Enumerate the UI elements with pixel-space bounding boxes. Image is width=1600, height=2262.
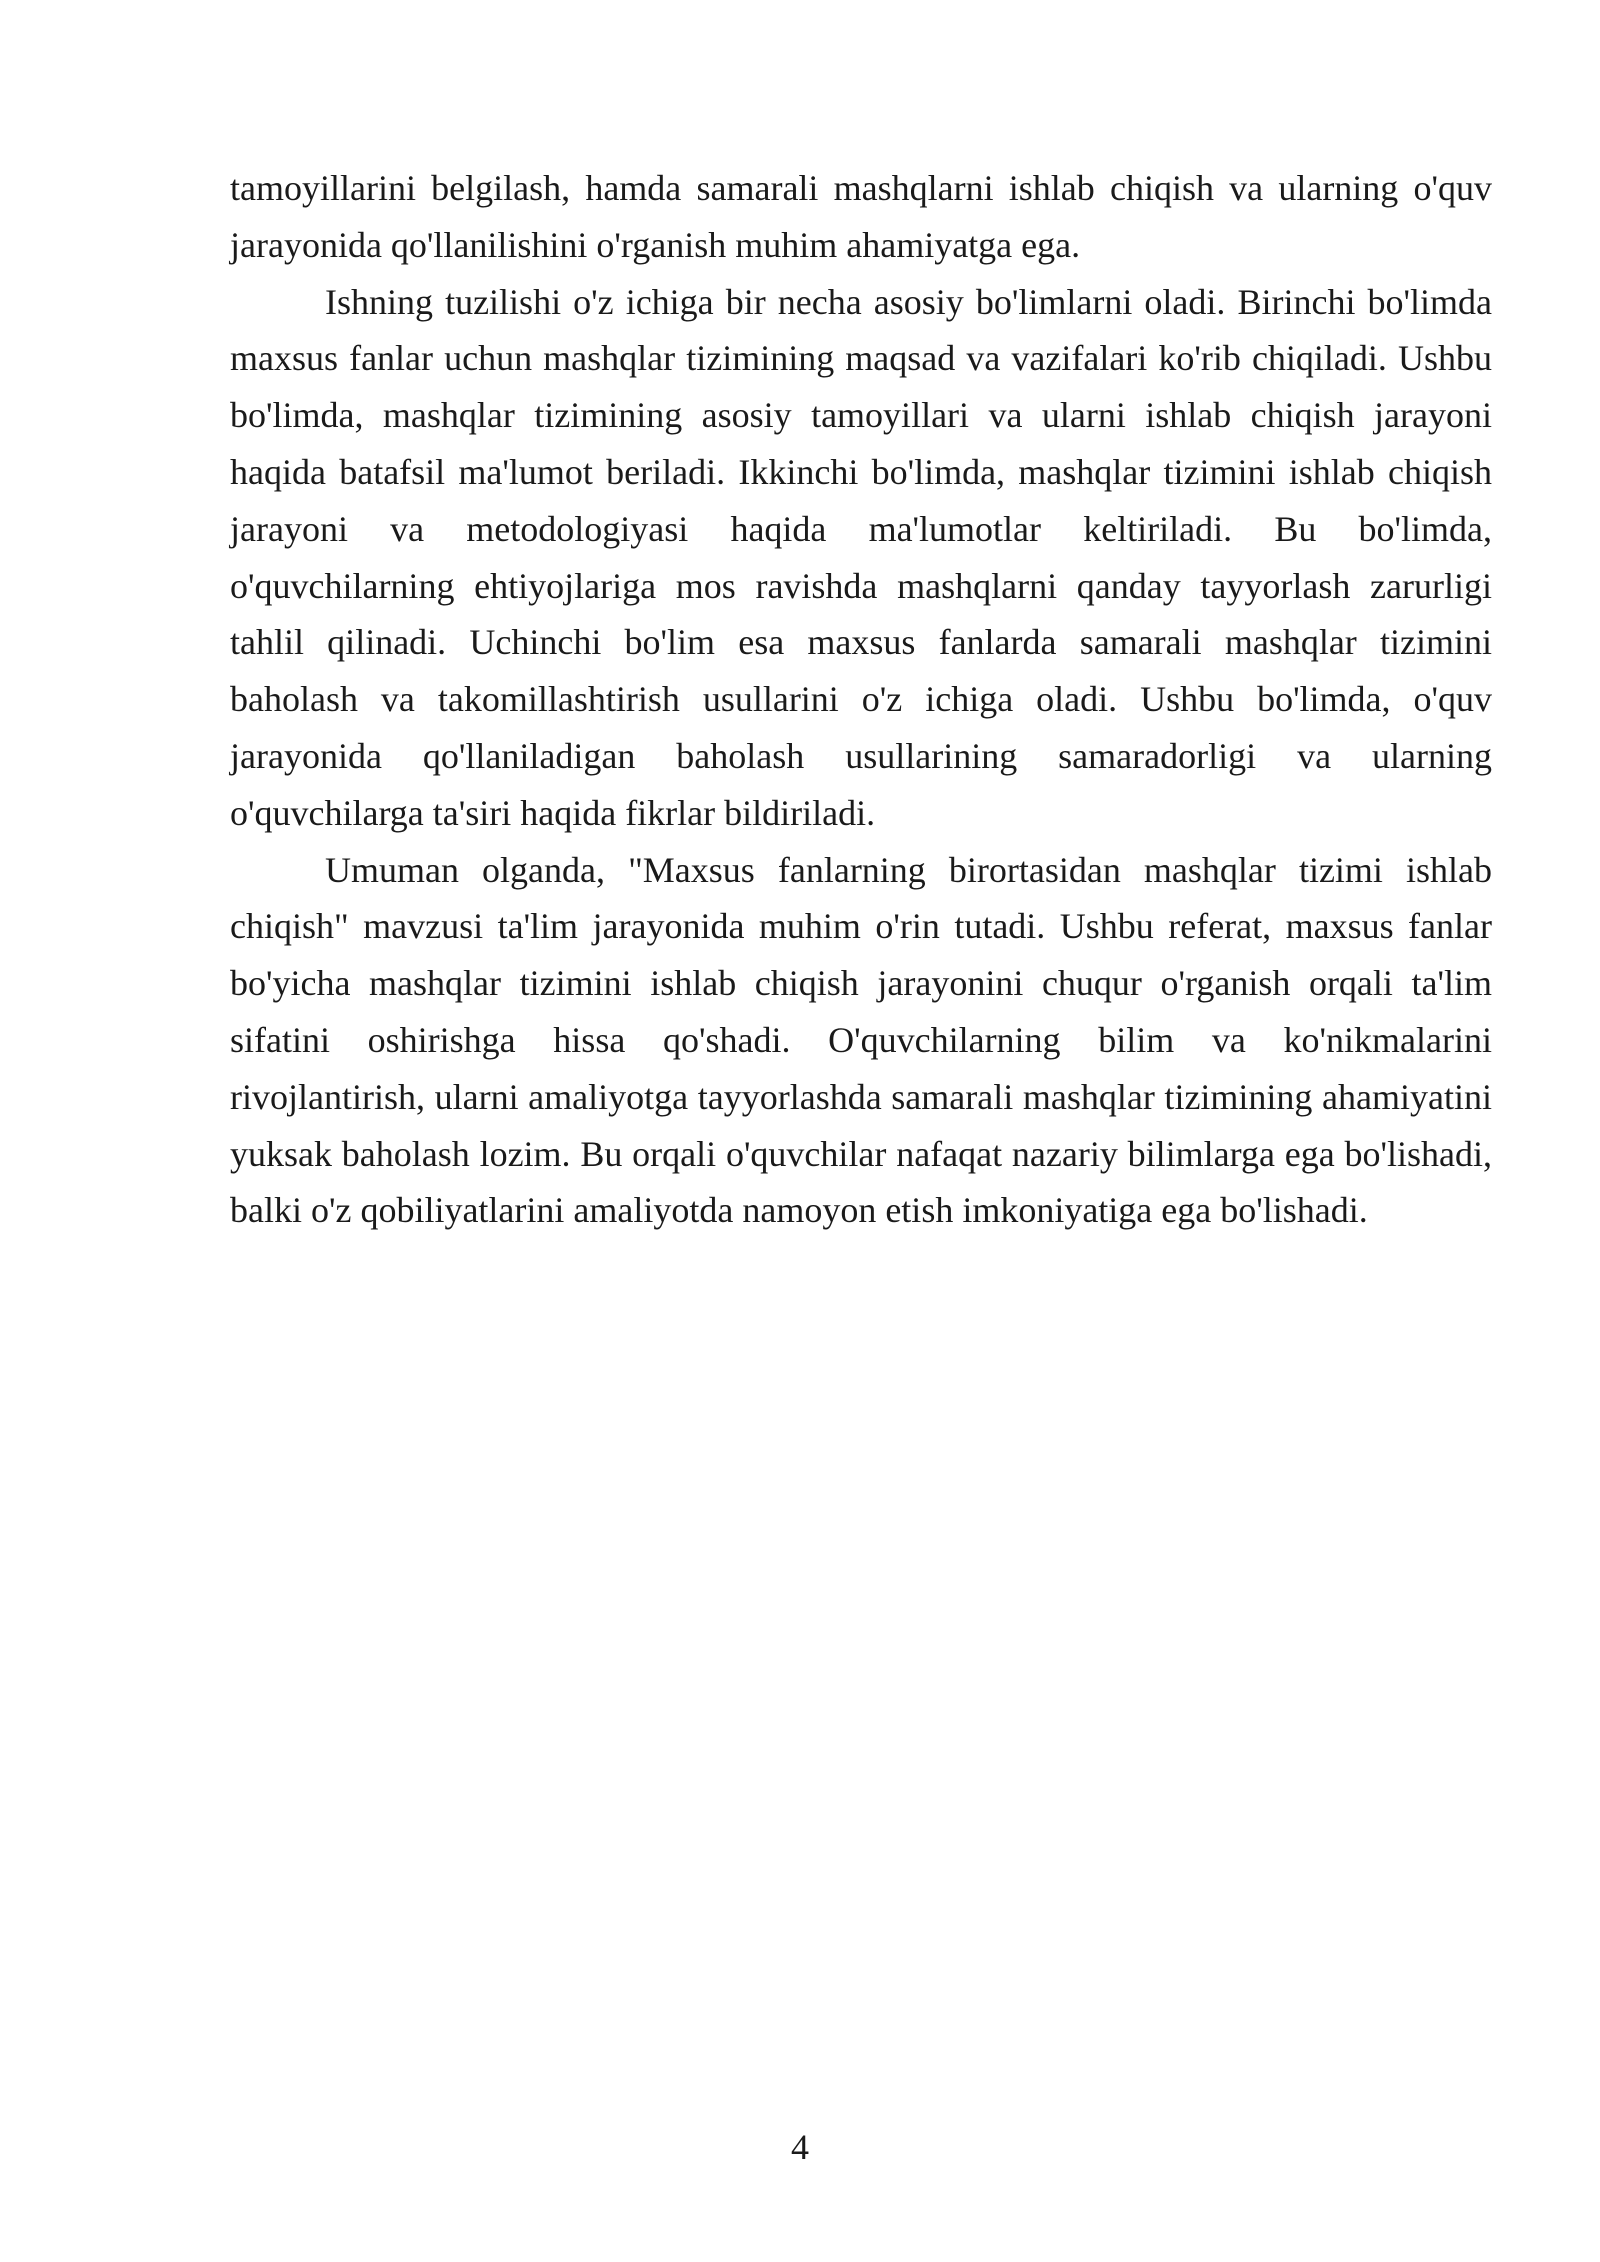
page-number: 4 — [791, 2127, 809, 2167]
paragraph-continuation: tamoyillarini belgilash, hamda samarali mashqlarni ishlab chiqish va ularning o'quv jarayonida qo'llanilishini o'rganish muhim ahamiyatga ega. — [230, 168, 1492, 265]
paragraph-structure: Ishning tuzilishi o'z ichiga bir necha asosiy bo'limlarni oladi. Birinchi bo'limda maxsus fanlar uchun mashqlar tizimining maqsad va vazifalari ko'rib chiqiladi. Ushbu bo'limda, mashqlar tizimining asosiy tamoyillari va ularni ishlab chiqish jarayoni haqida batafsil ma'lumot beriladi. Ikkinchi bo'limda, mashqlar tizimini ishlab chiqish jarayoni va metodologiyasi haqida ma'lumotlar keltiriladi. Bu bo'limda, o'quvchilarning ehtiyojlariga mos ravishda mashqlarni qanday tayyorlash zarurligi tahlil qilinadi. Uchinchi bo'lim esa maxsus fanlarda samarali mashqlar tizimini baholash va takomillashtirish usullarini o'z ichiga oladi. Ushbu bo'limda, o'quv jarayonida qo'llaniladigan baholash usullarining samaradorligi va ularning o'quvchilarga ta'siri haqida fikrlar bildiriladi. — [230, 281, 1492, 833]
paragraph-conclusion: Umuman olganda, "Maxsus fanlarning birortasidan mashqlar tizimi ishlab chiqish" mavzusi ta'lim jarayonida muhim o'rin tutadi. Ushbu referat, maxsus fanlar bo'yicha mashqlar tizimini ishlab chiqish jarayonini chuqur o'rganish orqali ta'lim sifatini oshirishga hissa qo'shadi. O'quvchilarning bilim va ko'nikmalarini rivojlantirish, ularni amaliyotga tayyorlashda samarali mashqlar tizimining ahamiyatini yuksak baholash lozim. Bu orqali o'quvchilar nafaqat nazariy bilimlarga ega bo'lishadi, balki o'z qobiliyatlarini amaliyotda namoyon etish imkoniyatiga ega bo'lishadi. — [230, 849, 1492, 1231]
document-body — [230, 160, 1492, 1239]
